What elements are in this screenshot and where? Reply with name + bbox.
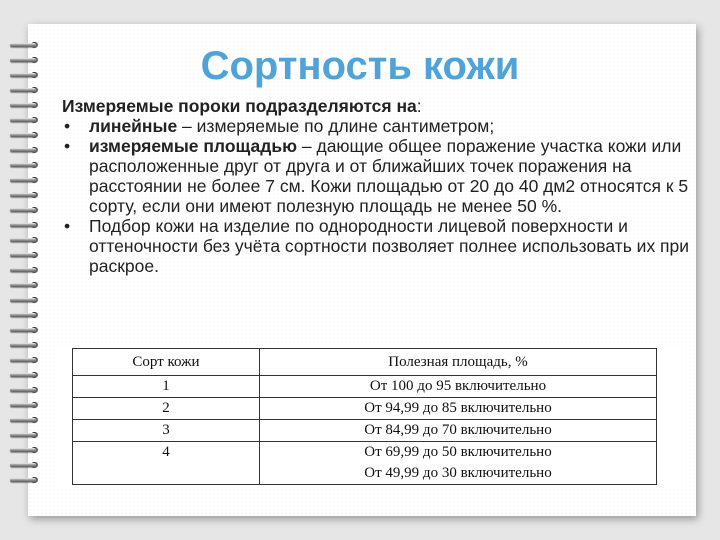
grade-cell: 3 bbox=[73, 420, 260, 442]
spiral-ring bbox=[8, 445, 48, 455]
spiral-wire bbox=[10, 448, 36, 452]
spiral-wire bbox=[10, 223, 36, 227]
spiral-wire bbox=[10, 193, 36, 197]
area-cell bbox=[260, 420, 657, 442]
spiral-wire bbox=[10, 253, 36, 257]
spiral-wire bbox=[10, 463, 36, 467]
bullet-marker: • bbox=[64, 136, 71, 156]
bullet-marker: • bbox=[64, 216, 71, 236]
bullet-item bbox=[62, 216, 692, 276]
area-value: От 84,99 до 70 включительно bbox=[364, 422, 552, 438]
bullet-list bbox=[62, 116, 692, 276]
grade-cell: 2 bbox=[73, 398, 260, 420]
intro-text: Измеряемые пороки подразделяются на bbox=[62, 96, 417, 116]
spiral-wire bbox=[10, 238, 36, 242]
spiral-wire bbox=[10, 178, 36, 182]
bullet-item bbox=[62, 136, 692, 216]
bullet-term: линейные bbox=[89, 116, 178, 136]
area-cell bbox=[260, 442, 657, 485]
spiral-ring bbox=[8, 280, 48, 290]
intro-line bbox=[62, 96, 692, 116]
grade-table bbox=[72, 348, 657, 485]
grade-cell: 1 bbox=[73, 376, 260, 398]
spiral-wire bbox=[10, 418, 36, 422]
spiral-ring bbox=[8, 340, 48, 350]
spiral-wire bbox=[10, 118, 36, 122]
spiral-ring bbox=[8, 460, 48, 470]
spiral-ring bbox=[8, 385, 48, 395]
spiral-ring bbox=[8, 355, 48, 365]
spiral-ring bbox=[8, 430, 48, 440]
spiral-wire bbox=[10, 103, 36, 107]
grade-table-image bbox=[56, 346, 682, 488]
spiral-wire bbox=[10, 208, 36, 212]
spiral-ring bbox=[8, 205, 48, 215]
area-value: От 69,99 до 50 включительно bbox=[364, 444, 552, 460]
area-cell bbox=[260, 398, 657, 420]
spiral-ring bbox=[8, 100, 48, 110]
table-row bbox=[73, 442, 657, 485]
column-header-grade: Сорт кожи bbox=[73, 349, 260, 376]
bullet-text: – дающие общее поражение участка кожи или расположенные друг от друга и от ближайших точек поражения на расстоянии не более 7 см. Кожи площадью от 20 до 40 дм2 относятся к 5 сорту, если они имеют полезную площадь не менее 50 %. bbox=[89, 136, 689, 216]
intro-colon: : bbox=[416, 96, 422, 116]
slide-title: Сортность кожи bbox=[200, 44, 520, 88]
bullet-item bbox=[62, 116, 692, 136]
spiral-wire bbox=[10, 268, 36, 272]
area-value: От 94,99 до 85 включительно bbox=[364, 400, 552, 416]
spiral-wire bbox=[10, 343, 36, 347]
bullet-term: измеряемые площадью bbox=[89, 136, 298, 156]
area-value: От 100 до 95 включительно bbox=[369, 378, 547, 394]
spiral-wire bbox=[10, 403, 36, 407]
spiral-ring bbox=[8, 325, 48, 335]
bullet-marker: • bbox=[64, 116, 71, 136]
spiral-ring bbox=[8, 115, 48, 125]
spiral-ring bbox=[8, 265, 48, 275]
table-row bbox=[73, 420, 657, 442]
bullet-text: Подбор кожи на изделие по однородности лицевой поверхности и оттеночности без учёта сортности позволяет полнее использовать их при раскрое. bbox=[89, 216, 690, 276]
spiral-ring bbox=[8, 175, 48, 185]
spiral-wire bbox=[10, 358, 36, 362]
spiral-ring bbox=[8, 475, 48, 485]
spiral-wire bbox=[10, 283, 36, 287]
table-row bbox=[73, 398, 657, 420]
spiral-ring bbox=[8, 415, 48, 425]
spiral-ring bbox=[8, 130, 48, 140]
table-header-row bbox=[73, 349, 657, 376]
spiral-wire bbox=[10, 298, 36, 302]
spiral-wire bbox=[10, 148, 36, 152]
spiral-ring bbox=[8, 310, 48, 320]
spiral-wire bbox=[10, 478, 36, 482]
spiral-ring bbox=[8, 190, 48, 200]
spiral-wire bbox=[10, 163, 36, 167]
bullet-text: – измеряемые по длине сантиметром; bbox=[177, 116, 495, 136]
spiral-ring bbox=[8, 160, 48, 170]
spiral-wire bbox=[10, 433, 36, 437]
column-header-area: Полезная площадь, % bbox=[260, 349, 657, 376]
spiral-wire bbox=[10, 328, 36, 332]
spiral-wire bbox=[10, 388, 36, 392]
spiral-wire bbox=[10, 373, 36, 377]
spiral-binding bbox=[8, 40, 48, 490]
area-cell bbox=[260, 376, 657, 398]
slide-body bbox=[62, 96, 692, 276]
table-row bbox=[73, 376, 657, 398]
area-value: От 49,99 до 30 включительно bbox=[364, 465, 552, 481]
spiral-ring bbox=[8, 295, 48, 305]
spiral-ring bbox=[8, 400, 48, 410]
spiral-ring bbox=[8, 235, 48, 245]
spiral-ring bbox=[8, 250, 48, 260]
spiral-wire bbox=[10, 313, 36, 317]
spiral-ring bbox=[8, 370, 48, 380]
spiral-wire bbox=[10, 133, 36, 137]
spiral-ring bbox=[8, 145, 48, 155]
grade-cell: 4 bbox=[73, 442, 260, 485]
spiral-ring bbox=[8, 220, 48, 230]
